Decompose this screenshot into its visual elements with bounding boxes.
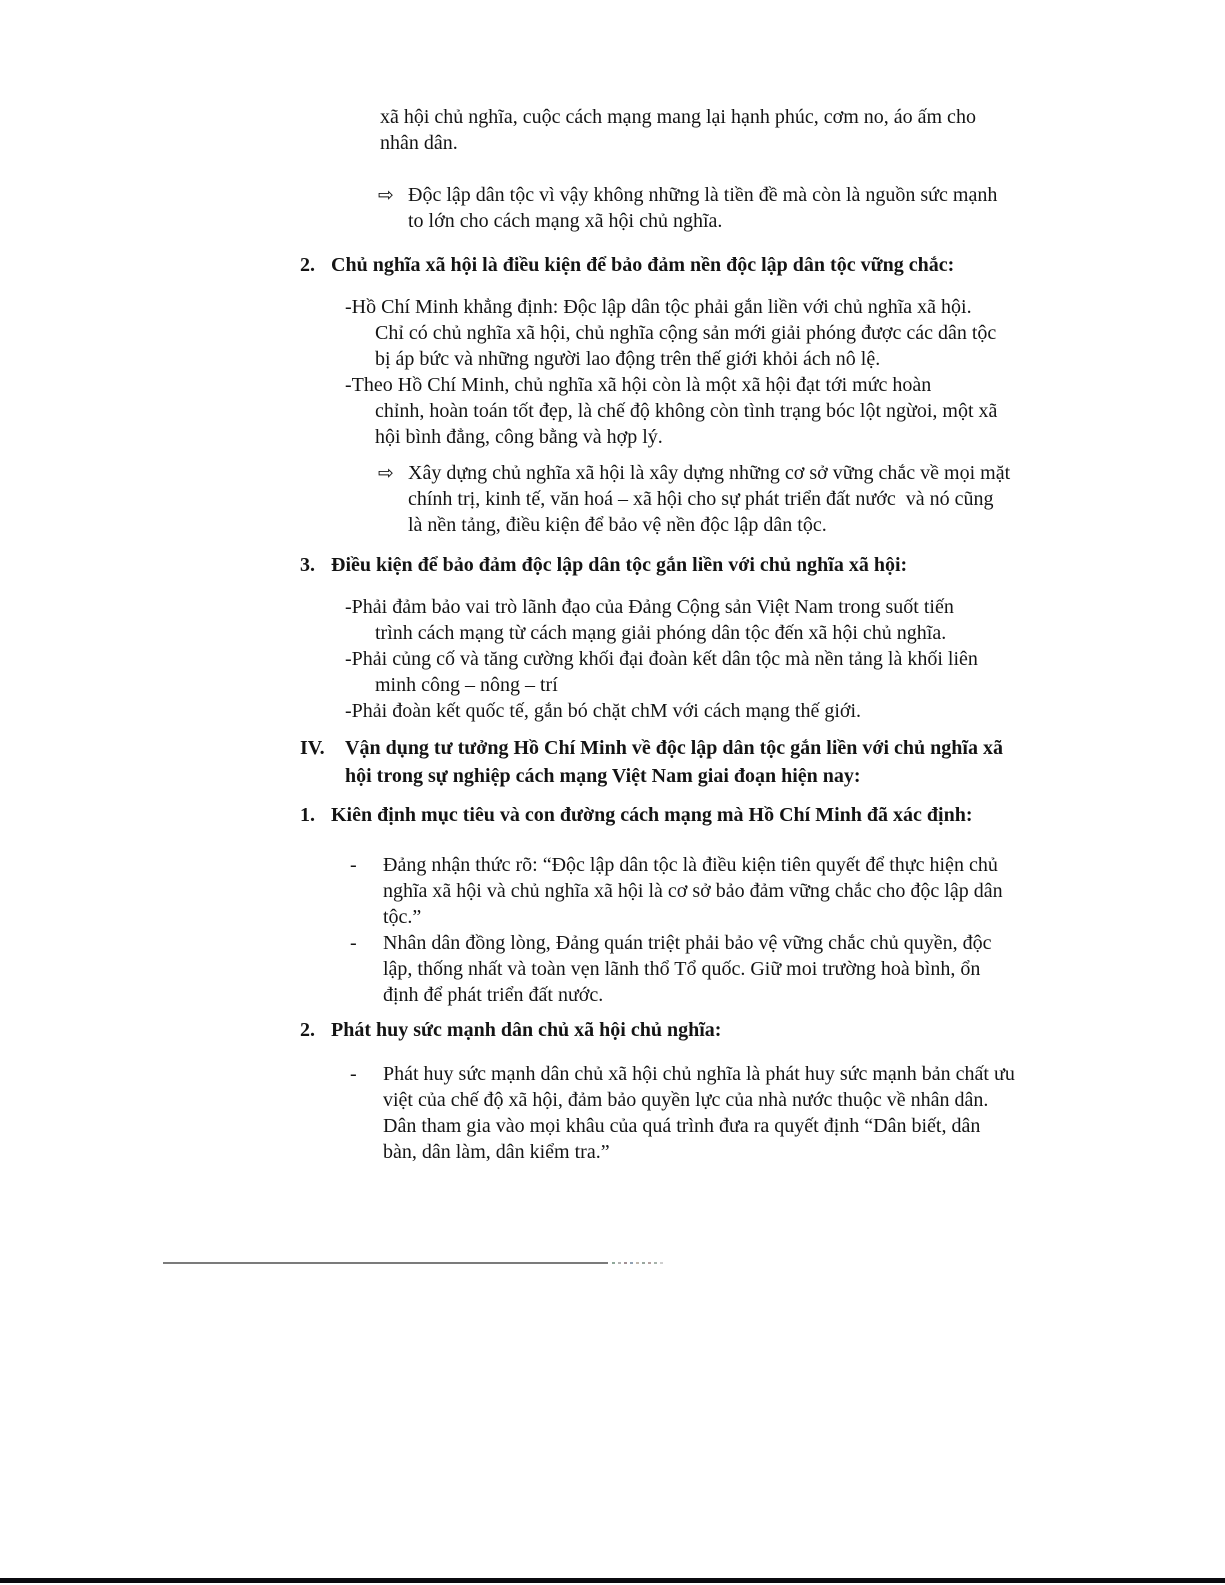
section-heading-4-2 — [300, 1016, 1225, 1044]
heading-text: Vận dụng tư tưởng Hồ Chí Minh về độc lập dân tộc gắn liền với chủ nghĩa xã — [345, 737, 1003, 759]
text-line: lập, thống nhất và toàn vẹn lãnh thổ Tổ quốc. Giữ moi trường hoà bình, ổn — [383, 958, 981, 980]
list-item — [0, 930, 1225, 1008]
heading-text: Chủ nghĩa xã hội là điều kiện để bảo đảm nền độc lập dân tộc vững chắc: — [331, 254, 955, 276]
heading-number: IV. — [300, 737, 325, 759]
text-line: nghĩa xã hội và chủ nghĩa xã hội là cơ sở bảo đảm vững chắc cho độc lập dân — [383, 880, 1003, 902]
text-line — [350, 852, 1225, 878]
list-item — [0, 1061, 1225, 1165]
section-3-points — [0, 594, 1225, 724]
dash-bullet-icon: - — [350, 854, 357, 876]
text-line — [378, 182, 1225, 208]
section-4-1-bullets — [0, 852, 1225, 1008]
heading-text: Kiên định mục tiêu và con đường cách mạng mà Hồ Chí Minh đã xác định: — [331, 804, 973, 826]
heading-number: 2. — [300, 1019, 315, 1041]
text-line: to lớn cho cách mạng xã hội chủ nghĩa. — [408, 210, 723, 232]
bullet-text: Nhân dân đồng lòng, Đảng quán triệt phải bảo vệ vững chắc chủ quyền, độc — [383, 932, 992, 954]
text-line: -Hồ Chí Minh khẳng định: Độc lập dân tộc phải gắn liền với chủ nghĩa xã hội. — [345, 296, 972, 318]
heading-text: Phát huy sức mạnh dân chủ xã hội chủ nghĩa: — [331, 1019, 722, 1041]
dash-bullet-icon: - — [350, 932, 357, 954]
text-line: việt của chế độ xã hội, đảm bảo quyền lực của nhà nước thuộc về nhân dân. — [383, 1089, 989, 1111]
heading-number: 3. — [300, 554, 315, 576]
section-heading-3 — [300, 551, 1225, 579]
text-line: tộc.” — [383, 906, 422, 928]
section-heading-4-1 — [300, 801, 1225, 829]
text-line: hội bình đẳng, công bằng và hợp lý. — [375, 426, 663, 448]
section-heading-4 — [0, 734, 1225, 790]
text-line: là nền tảng, điều kiện để bảo vệ nền độc lập dân tộc. — [408, 514, 827, 536]
text-line: bàn, dân làm, dân kiểm tra.” — [383, 1141, 610, 1163]
text-line: -Theo Hồ Chí Minh, chủ nghĩa xã hội còn là một xã hội đạt tới mức hoàn — [345, 374, 932, 396]
arrow-note-text: Độc lập dân tộc vì vậy không những là tiền đề mà còn là nguồn sức mạnh — [408, 184, 998, 206]
dash-bullet-icon: - — [350, 1063, 357, 1085]
bullet-text: Đảng nhận thức rõ: “Độc lập dân tộc là điều kiện tiên quyết để thực hiện chủ — [383, 854, 998, 876]
bullet-text: Phát huy sức mạnh dân chủ xã hội chủ nghĩa là phát huy sức mạnh bản chất ưu — [383, 1063, 1015, 1085]
text-line: nhân dân. — [380, 132, 458, 154]
footnote-divider — [163, 1262, 608, 1264]
intro-paragraph — [0, 104, 1225, 156]
text-line — [350, 1061, 1225, 1087]
section-4-2-bullets — [0, 1061, 1225, 1165]
heading-number: 1. — [300, 804, 315, 826]
text-line: -Phải củng cố và tăng cường khối đại đoàn kết dân tộc mà nền tảng là khối liên — [345, 648, 978, 670]
text-line: Dân tham gia vào mọi khâu của quá trình đưa ra quyết định “Dân biết, dân — [383, 1115, 981, 1137]
text-line — [350, 930, 1225, 956]
arrow-note — [0, 460, 1225, 538]
heading-line: hội trong sự nghiệp cách mạng Việt Nam giai đoạn hiện nay: — [345, 765, 861, 787]
text-line: chỉnh, hoàn toán tốt đẹp, là chế độ không còn tình trạng bóc lột ngừoi, một xã — [375, 400, 998, 422]
text-line: Chỉ có chủ nghĩa xã hội, chủ nghĩa cộng sản mới giải phóng được các dân tộc — [375, 322, 997, 344]
text-line: xã hội chủ nghĩa, cuộc cách mạng mang lại hạnh phúc, cơm no, áo ấm cho — [380, 106, 976, 128]
scan-artifact-dots — [612, 1262, 663, 1264]
section-2-points — [0, 294, 1225, 450]
arrow-right-icon: ⇨ — [378, 462, 394, 484]
text-line: minh công – nông – trí — [375, 674, 558, 696]
text-line: chính trị, kinh tế, văn hoá – xã hội cho sự phát triển đất nước và nó cũng — [408, 488, 994, 510]
heading-text: Điều kiện để bảo đảm độc lập dân tộc gắn liền với chủ nghĩa xã hội: — [331, 554, 908, 576]
section-heading-2 — [300, 251, 1225, 279]
arrow-note-text: Xây dựng chủ nghĩa xã hội là xây dựng những cơ sở vững chắc về mọi mặt — [408, 462, 1011, 484]
arrow-right-icon: ⇨ — [378, 184, 394, 206]
text-line — [378, 460, 1225, 486]
text-line: -Phải đoàn kết quốc tế, gắn bó chặt chM với cách mạng thế giới. — [345, 700, 862, 722]
text-line: trình cách mạng từ cách mạng giải phóng dân tộc đến xã hội chủ nghĩa. — [375, 622, 947, 644]
list-item — [0, 852, 1225, 930]
heading-line — [300, 734, 1225, 762]
heading-number: 2. — [300, 254, 315, 276]
text-line: định để phát triển đất nước. — [383, 984, 604, 1006]
text-line: -Phải đảm bảo vai trò lãnh đạo của Đảng Cộng sản Việt Nam trong suốt tiến — [345, 596, 954, 618]
window-edge-bar — [0, 1578, 1225, 1583]
text-line: bị áp bức và những người lao động trên thế giới khỏi ách nô lệ. — [375, 348, 881, 370]
arrow-note — [0, 182, 1225, 234]
